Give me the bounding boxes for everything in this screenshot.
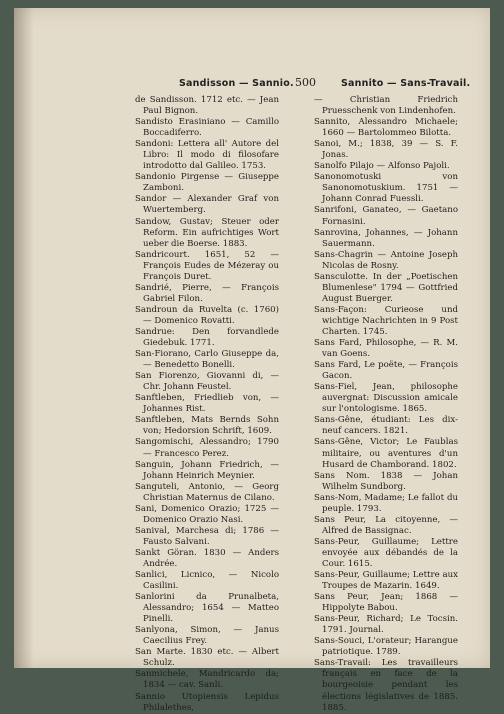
index-entry: Sanoi, M.; 1838, 39 — S. F. Jonas. [314, 139, 458, 161]
index-entry: Sansculotte. In der „Poetischen Blumenlese" 1794 — Gottfried August Buerger. [314, 271, 458, 304]
index-entry: de Sandisson. 1712 etc. — Jean Paul Bignon. [135, 95, 279, 117]
index-entry: Sans-Nom, Madame; Le fallot du peuple. 1793. [314, 492, 458, 514]
index-entry: Sanftleben, Friedlieb von, — Johannes Rist. [135, 393, 279, 415]
index-entry: Sandroun da Ruvelta (c. 1760) — Domenico Rovatti. [135, 304, 279, 326]
index-entry: Sans-Peur, Guillaume; Lettre envoyée aux débandés de la Cour. 1615. [314, 536, 458, 569]
index-entry: Sans-Peur, Richard; Le Tocsin. 1791. Journal. [314, 614, 458, 636]
index-entry: Sankt Göran. 1830 — Anders Andrée. [135, 547, 279, 569]
index-entry: Sanlorini da Prunalbeta, Alessandro; 1654 — Matteo Pinelli. [135, 592, 279, 625]
index-entry: Sanival, Marchesa di; 1786 — Fausto Salvani. [135, 525, 279, 547]
index-entry: Sani, Domenico Orazio; 1725 — Domenico Orazio Nasi. [135, 503, 279, 525]
index-entry: Sans Fard, Le poëte, — François Gacon. [314, 360, 458, 382]
index-entry: Sans-Fiel, Jean, philosophe auvergnat: Discussion amicale sur l'ontologisme. 1865. [314, 382, 458, 415]
page-number: 500 [295, 76, 316, 89]
index-entry: San Fiorenzo, Giovanni di, — Chr. Johann Feustel. [135, 371, 279, 393]
index-entry: San Marte. 1830 etc. — Albert Schulz. [135, 647, 279, 669]
index-entry: Sans-Gêne, étudiant: Les dix-neuf cancers. 1821. [314, 415, 458, 437]
index-entry: Sanrifoni, Ganateo, — Gaetano Fornasini. [314, 205, 458, 227]
index-entry: Sans Peur, Jean; 1868 — Hippolyte Babou. [314, 592, 458, 614]
index-entry: Sanlici, Licnico, — Nicolo Casilini. [135, 570, 279, 592]
index-entry: Sandow, Gustav; Steuer oder Reform. Ein aufrichtiges Wort ueber die Boerse. 1883. [135, 216, 279, 249]
index-entry: Sans-Chagrin — Antoine Joseph Nicolas de Rosny. [314, 249, 458, 271]
index-entry: Sandricourt. 1651, 52 — François Eudes de Mézeray ou François Duret. [135, 249, 279, 282]
header-right-title: Sannito — Sans-Travail. [341, 78, 471, 89]
index-entry: Sandonio Pirgense — Giuseppe Zamboni. [135, 172, 279, 194]
index-entry: Sans-Gêne, Victor; Le Faublas militaire, ou aventures d'un Husard de Chamborand. 1802. [314, 437, 458, 470]
index-entry: Sandor — Alexander Graf von Wuertemberg. [135, 194, 279, 216]
index-entry: Sanlyona, Simon, — Janus Caecilius Frey. [135, 625, 279, 647]
index-entry: Sanguteli, Antonio, — Georg Christian Maternus de Cilano. [135, 481, 279, 503]
index-entry: Sandrié, Pierre, — François Gabriel Filon. [135, 282, 279, 304]
index-entry: Sandisto Erasiniano — Camillo Boccadiferro. [135, 117, 279, 139]
page-gutter-shadow [14, 8, 34, 668]
index-entry: — Christian Friedrich Pruesschenk von Lindenhofen. [314, 95, 458, 117]
index-entry: Sangomischi, Alessandro; 1790 — Francesco Perez. [135, 437, 279, 459]
left-column [135, 95, 279, 714]
right-column [314, 95, 458, 714]
index-entry: Sans-Travail: Les travailleurs français en face de la bourgeoisie pendant les élections législatives de 1885. 1885. [314, 658, 458, 713]
index-entry: Sanmichele, Mandricardo da; 1834 — cav. Sanli. [135, 669, 279, 691]
index-entry: San-Fiorano, Carlo Giuseppe da, — Benedetto Bonelli. [135, 349, 279, 371]
index-entry: Sandoni: Lettera all' Autore del Libro: Il modo di filosofare introdotto dal Galileo. 1753. [135, 139, 279, 172]
index-entry: Sannio Utopiensis Lepidus Philalethes, [135, 691, 279, 713]
index-entry: Sandrue: Den forvandlede Giedebuk. 1771. [135, 326, 279, 349]
index-entry: Sans-Façon: Curieose und wichtige Nachrichten in 9 Post Charten. 1745. [314, 304, 458, 337]
index-entry: Sanguin, Johann Friedrich, — Johann Heinrich Meynier. [135, 459, 279, 481]
index-entry: Sans Fard, Philosophe, — R. M. van Goens. [314, 338, 458, 360]
index-entry: Sans-Peur, Guillaume; Lettre aux Troupes de Mazarin. 1649. [314, 570, 458, 592]
index-entry: Sanrovina, Johannes, — Johann Sauermann. [314, 227, 458, 249]
header-left-title: Sandisson — Sannio. [179, 78, 294, 89]
index-entry: Sanolfo Pilajo — Alfonso Pajoli. [314, 161, 450, 172]
running-header [14, 76, 490, 92]
book-page [14, 8, 490, 713]
index-entry: Sanonomotuski von Sanonomotuskium. 1751 — Johann Conrad Fuessli. [314, 172, 458, 205]
index-entry: Sans Peur, La citoyenne, — Alfred de Bassignac. [314, 514, 458, 536]
index-entry: Sanftleben, Mats Bernds Sohn von; Hedorsion Schrift, 1609. [135, 415, 279, 437]
index-entry: Sannito, Alessandro Michaele; 1660 — Bartolommeo Bilotta. [314, 117, 458, 139]
index-entry: Sans-Souci, L'orateur; Harangue patriotique. 1789. [314, 636, 458, 658]
index-entry: Sans Nom. 1838 — Johan Wilhelm Sundborg. [314, 470, 458, 492]
